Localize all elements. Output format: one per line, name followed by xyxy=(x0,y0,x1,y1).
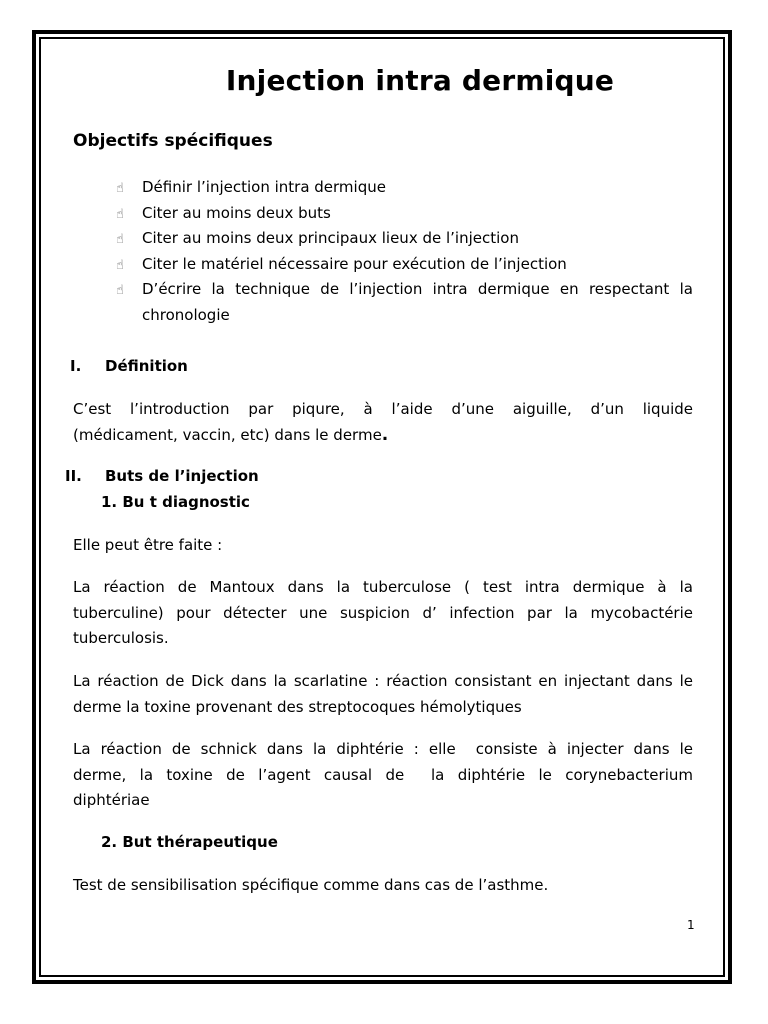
hand-pointing-icon: ☝ xyxy=(116,206,124,222)
text-fragment: . xyxy=(381,424,389,445)
section-heading: Buts de l’injection xyxy=(105,467,259,485)
hand-pointing-icon: ☝ xyxy=(116,283,124,298)
paragraph xyxy=(73,669,693,720)
paragraph: Test de sensibilisation spécifique comme dans cas de l’asthme. xyxy=(73,876,549,894)
document-title: Injection intra dermique xyxy=(225,64,615,97)
list-item-text: D’écrire la technique de l’injection intra dermique en respectant la xyxy=(142,280,693,298)
list-item xyxy=(116,277,693,328)
section-heading: Définition xyxy=(105,357,188,375)
objectives-heading: Objectifs spécifiques xyxy=(73,131,273,151)
list-item-text: Citer au moins deux principaux lieux de l’injection xyxy=(142,229,519,247)
hand-pointing-icon: ☝ xyxy=(116,181,124,196)
paragraph: Elle peut être faite : xyxy=(73,536,223,554)
list-item xyxy=(116,201,693,227)
list-item xyxy=(116,226,693,252)
text-line: derme, la toxine de l’agent causal de la diphtérie le corynebacterium xyxy=(73,765,693,784)
section-number: II. xyxy=(65,467,82,485)
text-line xyxy=(73,423,693,449)
list-item xyxy=(116,252,693,278)
text-line: tuberculine) pour détecter une suspicion d’ infection par la mycobactérie xyxy=(73,603,693,622)
hand-pointing-icon: ☝ xyxy=(116,232,124,247)
paragraph xyxy=(73,575,693,652)
list-item-text: Citer le matériel nécessaire pour exécution de l’injection xyxy=(142,254,567,273)
text-line: tuberculosis. xyxy=(73,629,169,647)
text-line: La réaction de schnick dans la diphtérie : elle consiste à injecter dans le xyxy=(73,740,693,758)
text-line: C’est l’introduction par piqure, à l’aide d’une aiguille, d’un liquide xyxy=(73,400,693,418)
list-item-text: Citer au moins deux buts xyxy=(142,203,331,222)
section-number: I. xyxy=(70,357,82,375)
subsection-heading: 1. Bu t diagnostic xyxy=(101,493,250,511)
list-item-text-cont: chronologie xyxy=(142,305,230,324)
text-line: La réaction de Dick dans la scarlatine : réaction consistant en injectant dans le xyxy=(73,672,693,690)
list-item-text: Définir l’injection intra dermique xyxy=(142,178,386,196)
text-fragment: (médicament, vaccin, etc) dans le derme xyxy=(73,425,382,444)
text-line: diphtériae xyxy=(73,791,150,809)
objectives-list xyxy=(116,175,693,328)
paragraph xyxy=(73,737,693,814)
definition-paragraph xyxy=(73,397,693,448)
list-item xyxy=(116,175,693,201)
hand-pointing-icon: ☝ xyxy=(116,257,124,273)
text-line: La réaction de Mantoux dans la tuberculose ( test intra dermique à la xyxy=(73,578,693,596)
text-line: derme la toxine provenant des streptocoques hémolytiques xyxy=(73,697,522,716)
page-number: 1 xyxy=(687,918,695,932)
subsection-heading: 2. But thérapeutique xyxy=(101,833,278,851)
